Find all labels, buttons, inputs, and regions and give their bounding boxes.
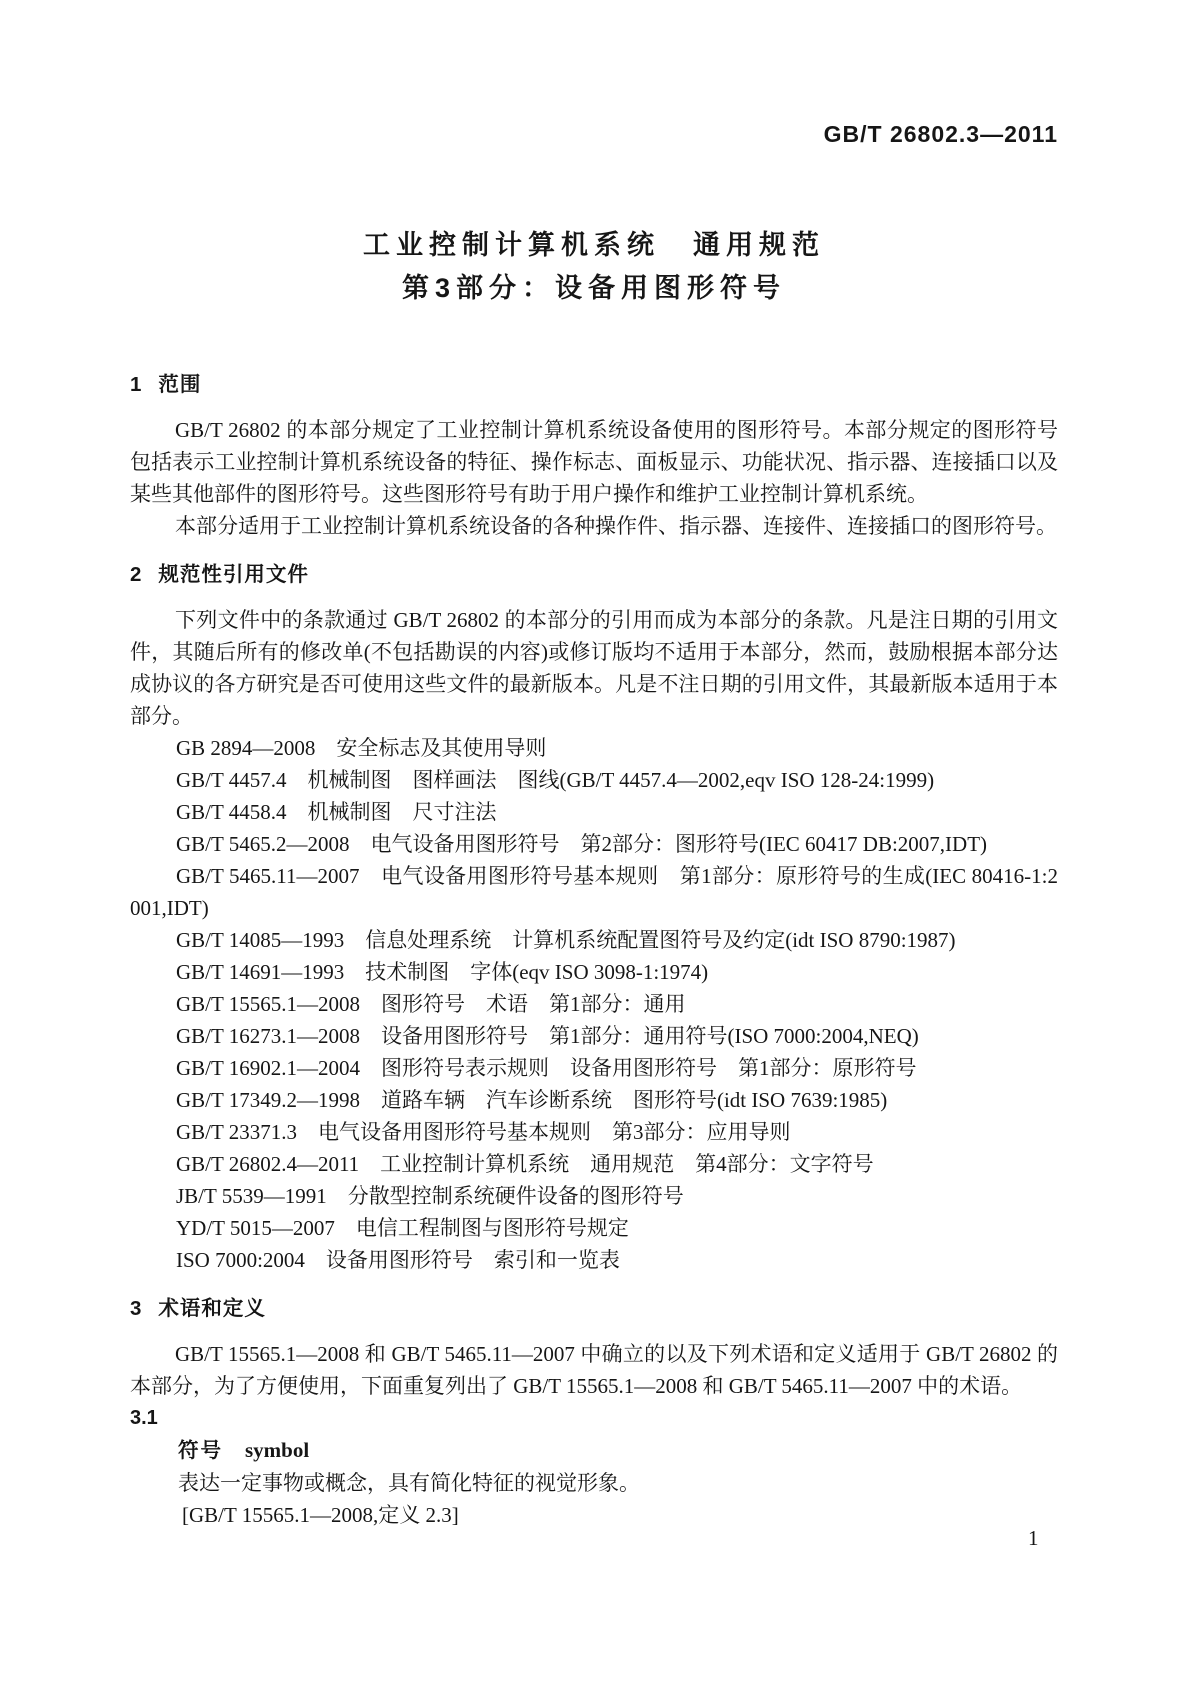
terms-intro-paragraph: GB/T 15565.1—2008 和 GB/T 5465.11—2007 中确立的以及下列术语和定义适用于 GB/T 26802 的本部分，为了方便使用，下面重复列出了 GB/T 15565.1—2008 和 GB/T 5465.11—2007 中的术语。 <box>130 1342 1058 1398</box>
reference-item: GB/T 17349.2—1998 道路车辆 汽车诊断系统 图形符号(idt ISO 7639:1985) <box>176 1088 888 1112</box>
reference-item: GB/T 14085—1993 信息处理系统 计算机系统配置图符号及约定(idt ISO 8790:1987) <box>176 928 956 952</box>
document-body <box>130 352 1058 1531</box>
document-title-line1: 工业控制计算机系统 通用规范 <box>363 230 825 260</box>
section-3-number: 3 <box>130 1297 142 1320</box>
section-2-heading <box>130 560 1058 590</box>
reference-item: GB/T 16273.1—2008 设备用图形符号 第1部分：通用符号(ISO 7000:2004,NEQ) <box>176 1024 919 1048</box>
standard-code: GB/T 26802.3—2011 <box>823 121 1058 147</box>
reference-item: GB/T 16902.1—2004 图形符号表示规则 设备用图形符号 第1部分：原形符号 <box>176 1056 917 1080</box>
reference-item: GB/T 5465.11—2007 电气设备用图形符号基本规则 第1部分：原形符号的生成(IEC 80416-1:2001,IDT) <box>130 864 1058 920</box>
section-3-heading <box>130 1294 1058 1324</box>
reference-item: GB/T 4457.4 机械制图 图样画法 图线(GB/T 4457.4—2002,eqv ISO 128-24:1999) <box>176 768 935 792</box>
term-name-chinese: 符号 <box>178 1439 223 1462</box>
references-intro-paragraph: 下列文件中的条款通过 GB/T 26802 的本部分的引用而成为本部分的条款。凡是注日期的引用文件，其随后所有的修改单(不包括勘误的内容)或修订版均不适用于本部分，然而，鼓励根据本部分达成协议的各方研究是否可使用这些文件的最新版本。凡是不注日期的引用文件，其最新版本适用于本部分。 <box>130 608 1058 728</box>
reference-item: YD/T 5015—2007 电信工程制图与图形符号规定 <box>176 1216 629 1240</box>
page-number: 1 <box>1028 1526 1039 1550</box>
scope-paragraph-1: GB/T 26802 的本部分规定了工业控制计算机系统设备使用的图形符号。本部分规定的图形符号包括表示工业控制计算机系统设备的特征、操作标志、面板显示、功能状况、指示器、连接插口以及某些其他部件的图形符号。这些图形符号有助于用户操作和维护工业控制计算机系统。 <box>130 418 1058 506</box>
section-1-heading <box>130 370 1058 400</box>
reference-item: GB/T 4458.4 机械制图 尺寸注法 <box>176 800 497 824</box>
term-name-english: symbol <box>245 1438 310 1462</box>
reference-item: GB/T 23371.3 电气设备用图形符号基本规则 第3部分：应用导则 <box>176 1120 791 1144</box>
reference-item: GB/T 15565.1—2008 图形符号 术语 第1部分：通用 <box>176 992 686 1016</box>
scope-paragraph-2: 本部分适用于工业控制计算机系统设备的各种操作件、指示器、连接件、连接插口的图形符号。 <box>175 514 1057 538</box>
section-3-title: 术语和定义 <box>158 1297 266 1320</box>
term-clause-number: 3.1 <box>130 1407 158 1429</box>
document-title <box>130 224 1058 310</box>
reference-item: GB/T 14691—1993 技术制图 字体(eqv ISO 3098-1:1974) <box>176 960 709 984</box>
term-entry <box>130 1434 1058 1467</box>
section-2-title: 规范性引用文件 <box>158 563 309 586</box>
reference-item: GB/T 26802.4—2011 工业控制计算机系统 通用规范 第4部分：文字符号 <box>176 1152 874 1176</box>
reference-item: GB 2894—2008 安全标志及其使用导则 <box>176 736 547 760</box>
reference-item: ISO 7000:2004 设备用图形符号 索引和一览表 <box>176 1248 620 1272</box>
reference-item: JB/T 5539—1991 分散型控制系统硬件设备的图形符号 <box>176 1184 684 1208</box>
term-definition: 表达一定事物或概念，具有简化特征的视觉形象。 <box>178 1471 640 1495</box>
section-1-number: 1 <box>130 373 142 396</box>
reference-item: GB/T 5465.2—2008 电气设备用图形符号 第2部分：图形符号(IEC 60417 DB:2007,IDT) <box>176 832 988 856</box>
document-title-line2: 第3部分：设备用图形符号 <box>401 273 786 303</box>
term-source: [GB/T 15565.1—2008,定义 2.3] <box>182 1503 459 1527</box>
section-2-number: 2 <box>130 563 142 586</box>
section-1-title: 范围 <box>158 373 202 396</box>
